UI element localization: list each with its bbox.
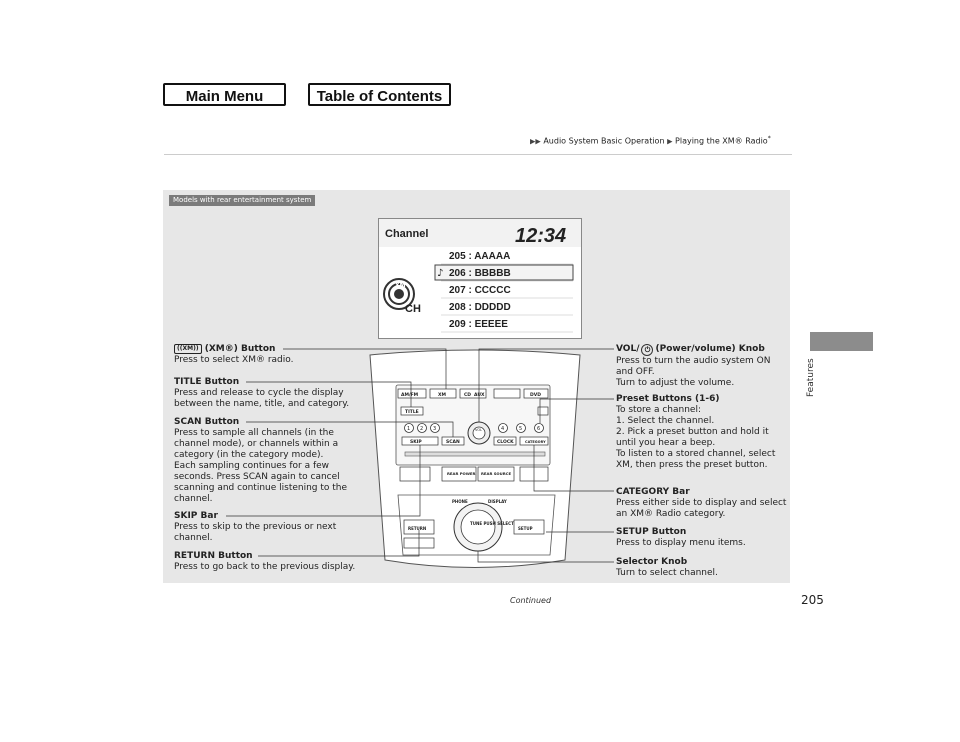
console-return-label: RETURN <box>408 526 427 531</box>
svg-text:4: 4 <box>501 426 505 432</box>
svg-text:3: 3 <box>433 426 437 432</box>
console-display-label: DISPLAY <box>488 499 507 504</box>
breadcrumb-part1: Audio System Basic Operation <box>543 136 665 146</box>
table-of-contents-button[interactable]: Table of Contents <box>308 83 451 106</box>
vol-knob[interactable] <box>468 422 490 444</box>
svg-text:2: 2 <box>420 426 424 432</box>
console-amfm-label: AM/FM <box>401 393 419 398</box>
console-scan-label: SCAN <box>446 440 460 445</box>
callout-selector-body: Turn to select channel. <box>616 568 718 578</box>
console-cd-label: CD <box>464 393 472 398</box>
callout-return-head: RETURN Button <box>174 551 253 561</box>
callout-scan-button <box>174 417 364 505</box>
screen-clock: 12:34 <box>515 225 567 247</box>
callout-scan-body2: Each sampling continues for a few seconds. Press SCAN again to cancel scanning and continue listening to the channel. <box>174 461 348 504</box>
callout-title-head: TITLE Button <box>174 377 240 387</box>
callout-vol-head-pre: VOL/ <box>616 344 640 354</box>
callout-xm-head: (XM®) Button <box>204 344 276 354</box>
callout-vol-knob <box>616 344 788 389</box>
callout-scan-body1: Press to sample all channels (in the channel mode), or channels within a category (in the category mode). <box>174 428 339 460</box>
callout-setup-body: Press to display menu items. <box>616 538 746 548</box>
callout-return-button <box>174 551 374 573</box>
channel-list-item[interactable]: 207 : CCCCC <box>449 285 511 296</box>
console-clock-label: CLOCK <box>497 440 514 445</box>
callout-return-body: Press to go back to the previous display. <box>174 562 356 572</box>
svg-text:TUNE PUSH SELECT: TUNE PUSH SELECT <box>470 521 514 526</box>
features-tab-label: Features <box>806 358 816 397</box>
console-title-label: TITLE <box>405 410 419 415</box>
callout-preset-head: Preset Buttons (1-6) <box>616 394 720 404</box>
console-category-label: CATEGORY <box>525 440 546 444</box>
music-note-icon: ♪ <box>437 268 444 279</box>
callout-title-button <box>174 377 364 410</box>
callout-skip-body: Press to skip to the previous or next channel. <box>174 522 337 543</box>
channel-list-item[interactable]: 209 : EEEEE <box>449 319 508 330</box>
xm-logo-icon: ((XM)) <box>174 344 202 354</box>
svg-text:XM: XM <box>395 282 406 289</box>
screen-ch-label: CH <box>405 303 421 315</box>
callout-skip-head: SKIP Bar <box>174 511 218 521</box>
callout-preset-buttons <box>616 394 788 471</box>
svg-text:VOL: VOL <box>475 428 483 432</box>
callout-category-head: CATEGORY Bar <box>616 487 690 497</box>
callout-selector-knob <box>616 557 788 579</box>
console-xm-label: XM <box>438 393 446 398</box>
console-dvd-label: DVD <box>530 393 541 398</box>
console-phone-label: PHONE <box>452 499 468 504</box>
callout-vol-body2: Turn to adjust the volume. <box>616 378 735 388</box>
breadcrumb-part2: Playing the XM® Radio <box>675 136 768 146</box>
screen-title: Channel <box>385 228 429 240</box>
svg-text:6: 6 <box>537 426 541 432</box>
callout-preset-body: To listen to a stored channel, select XM, then press the preset button. <box>616 449 776 470</box>
svg-text:5: 5 <box>519 426 523 432</box>
breadcrumb-star: * <box>767 135 771 142</box>
power-icon: ⏻ <box>641 344 653 356</box>
console-rear-source-label: REAR SOURCE <box>481 471 512 476</box>
models-tag: Models with rear entertainment system <box>169 195 315 206</box>
callout-preset-intro: To store a channel: <box>616 405 701 415</box>
callout-preset-step2: 2. Pick a preset button and hold it until you hear a beep. <box>616 427 769 448</box>
channel-list-item[interactable]: 205 : AAAAA <box>449 251 511 262</box>
continued-label: Continued <box>510 596 552 605</box>
channel-list-item[interactable]: 208 : DDDDD <box>449 302 511 313</box>
svg-text:1: 1 <box>407 426 411 432</box>
breadcrumb-arrow-icon: ▶▶ <box>530 137 541 146</box>
main-menu-button[interactable]: Main Menu <box>163 83 286 106</box>
callout-vol-body1: Press to turn the audio system ON and OFF. <box>616 356 771 377</box>
console-rear-power-label: REAR POWER <box>447 471 476 476</box>
breadcrumb-arrow-icon: ▶ <box>667 137 673 146</box>
callout-setup-button <box>616 527 788 549</box>
callout-xm-body: Press to select XM® radio. <box>174 355 294 365</box>
callout-xm-button <box>174 344 374 366</box>
callout-preset-step1: 1. Select the channel. <box>616 416 715 426</box>
console-aux-label: AUX <box>474 393 485 398</box>
callout-category-body: Press either side to display and select an XM® Radio category. <box>616 498 787 519</box>
callout-skip-bar <box>174 511 364 544</box>
channel-list-item[interactable]: 206 : BBBBB <box>449 268 511 279</box>
page-number: 205 <box>801 593 824 607</box>
callout-vol-head-post: (Power/volume) Knob <box>655 344 765 354</box>
callout-title-body: Press and release to cycle the display between the name, title, and category. <box>174 388 350 409</box>
callout-category-bar <box>616 487 788 520</box>
console-skip-label: SKIP <box>410 440 422 445</box>
callout-setup-head: SETUP Button <box>616 527 687 537</box>
callout-selector-head: Selector Knob <box>616 557 688 567</box>
callout-scan-head: SCAN Button <box>174 417 240 427</box>
console-setup-label: SETUP <box>518 526 533 531</box>
